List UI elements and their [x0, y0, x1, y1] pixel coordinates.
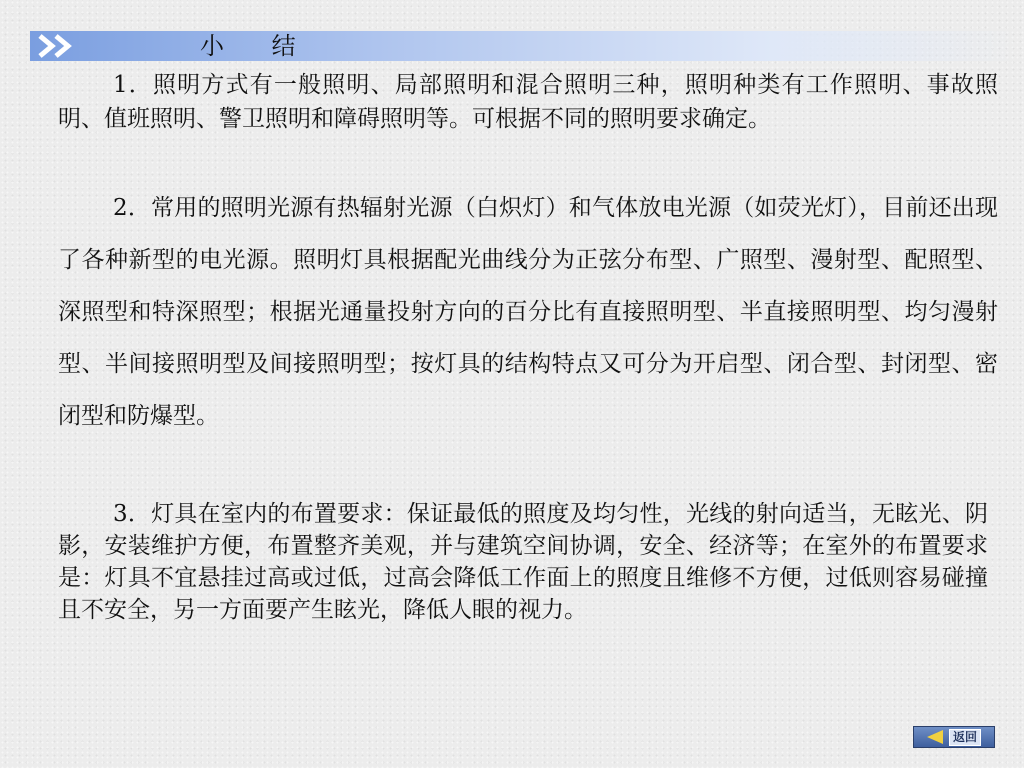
back-button[interactable] — [913, 726, 995, 748]
back-button-label: 返回 — [949, 729, 981, 746]
title-bar — [30, 31, 1020, 61]
paragraph-1: 1．照明方式有一般照明、局部照明和混合照明三种，照明种类有工作照明、事故照明、值班照明、警卫照明和障碍照明等。可根据不同的照明要求确定。 — [58, 72, 998, 132]
double-chevron-right-icon — [36, 33, 80, 59]
slide-title: 小 结 — [200, 32, 316, 60]
paragraph-3: 3．灯具在室内的布置要求：保证最低的照度及均匀性，光线的射向适当，无眩光、阴影，安装维护方便，布置整齐美观，并与建筑空间协调，安全、经济等；在室外的布置要求是：灯具不宜悬挂过高或过低，过高会降低工作面上的照度且维修不方便，过低则容易碰撞且不安全，另一方面要产生眩光，降低人眼的视力。 — [58, 501, 988, 623]
paragraph-2: 2．常用的照明光源有热辐射光源（白炽灯）和气体放电光源（如荧光灯），目前还出现了各种新型的电光源。照明灯具根据配光曲线分为正弦分布型、广照型、漫射型、配照型、深照型和特深照型；根据光通量投射方向的百分比有直接照明型、半直接照明型、均匀漫射型、半间接照明型及间接照明型；按灯具的结构特点又可分为开启型、闭合型、封闭型、密闭型和防爆型。 — [58, 195, 998, 429]
back-arrow-icon — [927, 730, 943, 744]
